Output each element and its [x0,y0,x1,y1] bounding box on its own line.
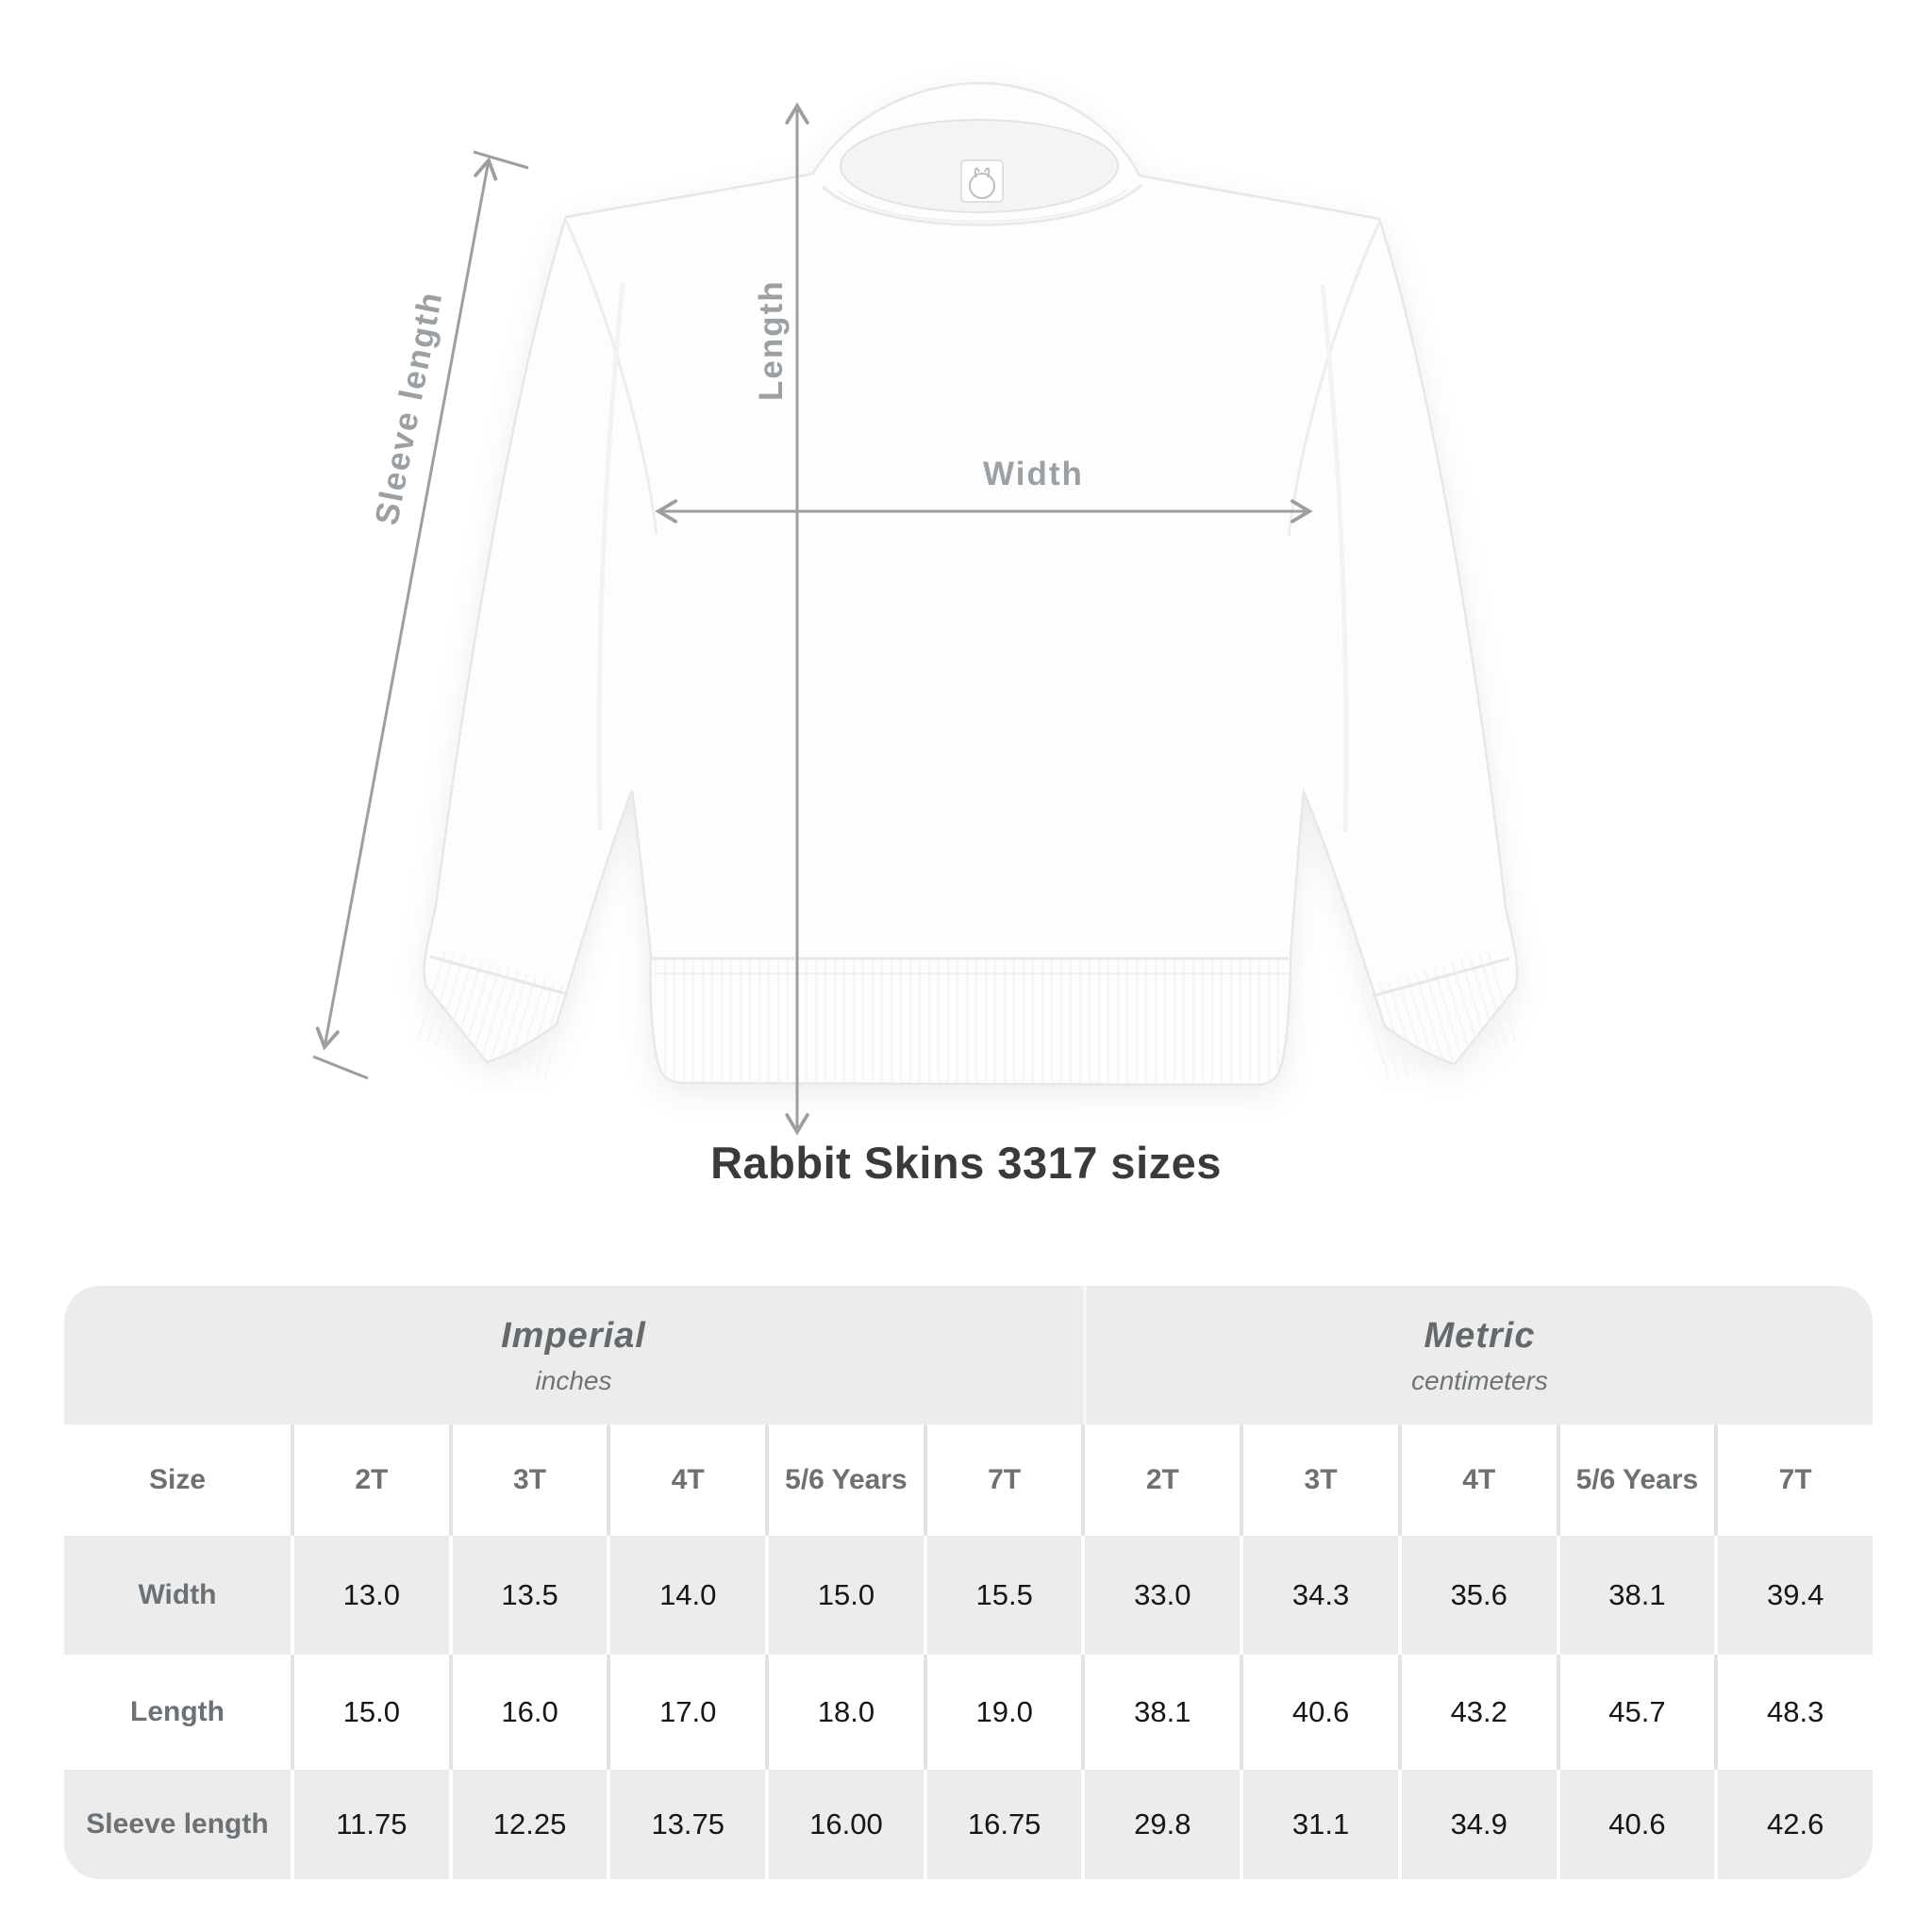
table-cell: 29.8 [1081,1770,1240,1879]
neck-tag [961,160,1003,202]
metric-unit: centimeters [1411,1366,1548,1395]
sleeve-arrow-bottom-tick [313,1057,368,1078]
table-cell: 16.00 [765,1770,924,1879]
table-cell: 12.25 [449,1770,608,1879]
col-header: 2T [1081,1424,1240,1536]
size-table [64,1286,1873,1879]
col-header: 4T [1398,1424,1557,1536]
table-cell: 16.75 [924,1770,1082,1879]
size-header-row [64,1424,1873,1536]
col-header: 5/6 Years [1557,1424,1715,1536]
col-header: 2T [291,1424,449,1536]
col-header: 7T [924,1424,1082,1536]
col-header: 3T [1240,1424,1398,1536]
table-cell: 34.9 [1398,1770,1557,1879]
table-cell: 38.1 [1557,1536,1715,1655]
unit-group-row [64,1286,1873,1424]
measurement-diagram: Sleeve length [0,0,1932,1264]
imperial-label: Imperial [501,1316,646,1356]
table-cell: 19.0 [924,1655,1082,1770]
row-label: Length [130,1696,225,1727]
sleeve-arrow-top-tick [474,152,528,168]
table-cell: 33.0 [1081,1536,1240,1655]
page-title: Rabbit Skins 3317 sizes [710,1138,1222,1188]
col-header: 7T [1714,1424,1873,1536]
table-cell: 48.3 [1714,1655,1873,1770]
table-cell: 39.4 [1714,1536,1873,1655]
table-cell: 35.6 [1398,1536,1557,1655]
metric-label: Metric [1424,1316,1536,1356]
table-cell: 18.0 [765,1655,924,1770]
row-label: Sleeve length [86,1808,269,1840]
table-cell: 31.1 [1240,1770,1398,1879]
table-row-sleeve-length [64,1770,1873,1879]
unit-group-imperial [64,1286,1083,1424]
table-cell: 13.75 [607,1770,765,1879]
table-row-width [64,1536,1873,1655]
col-header: 4T [607,1424,765,1536]
table-cell: 40.6 [1557,1770,1715,1879]
table-cell: 40.6 [1240,1655,1398,1770]
table-cell: 15.0 [765,1536,924,1655]
col-header: 3T [449,1424,608,1536]
table-cell: 43.2 [1398,1655,1557,1770]
imperial-unit: inches [535,1366,612,1395]
unit-group-metric [1083,1286,1873,1424]
hem-band [655,960,1287,1083]
col-header: 5/6 Years [765,1424,924,1536]
table-cell: 34.3 [1240,1536,1398,1655]
table-cell: 17.0 [607,1655,765,1770]
row-label: Width [138,1579,217,1610]
table-cell: 14.0 [607,1536,765,1655]
table-cell: 16.0 [449,1655,608,1770]
table-cell: 11.75 [291,1770,449,1879]
table-cell: 38.1 [1081,1655,1240,1770]
table-cell: 42.6 [1714,1770,1873,1879]
corner-header: Size [148,1464,207,1495]
sweatshirt-silhouette [425,83,1518,1085]
table-cell: 13.0 [291,1536,449,1655]
table-cell: 15.0 [291,1655,449,1770]
table-cell: 45.7 [1557,1655,1715,1770]
table-row-length [64,1655,1873,1770]
table-cell: 13.5 [449,1536,608,1655]
table-cell: 15.5 [924,1536,1082,1655]
sweatshirt-garment [412,83,1524,1085]
